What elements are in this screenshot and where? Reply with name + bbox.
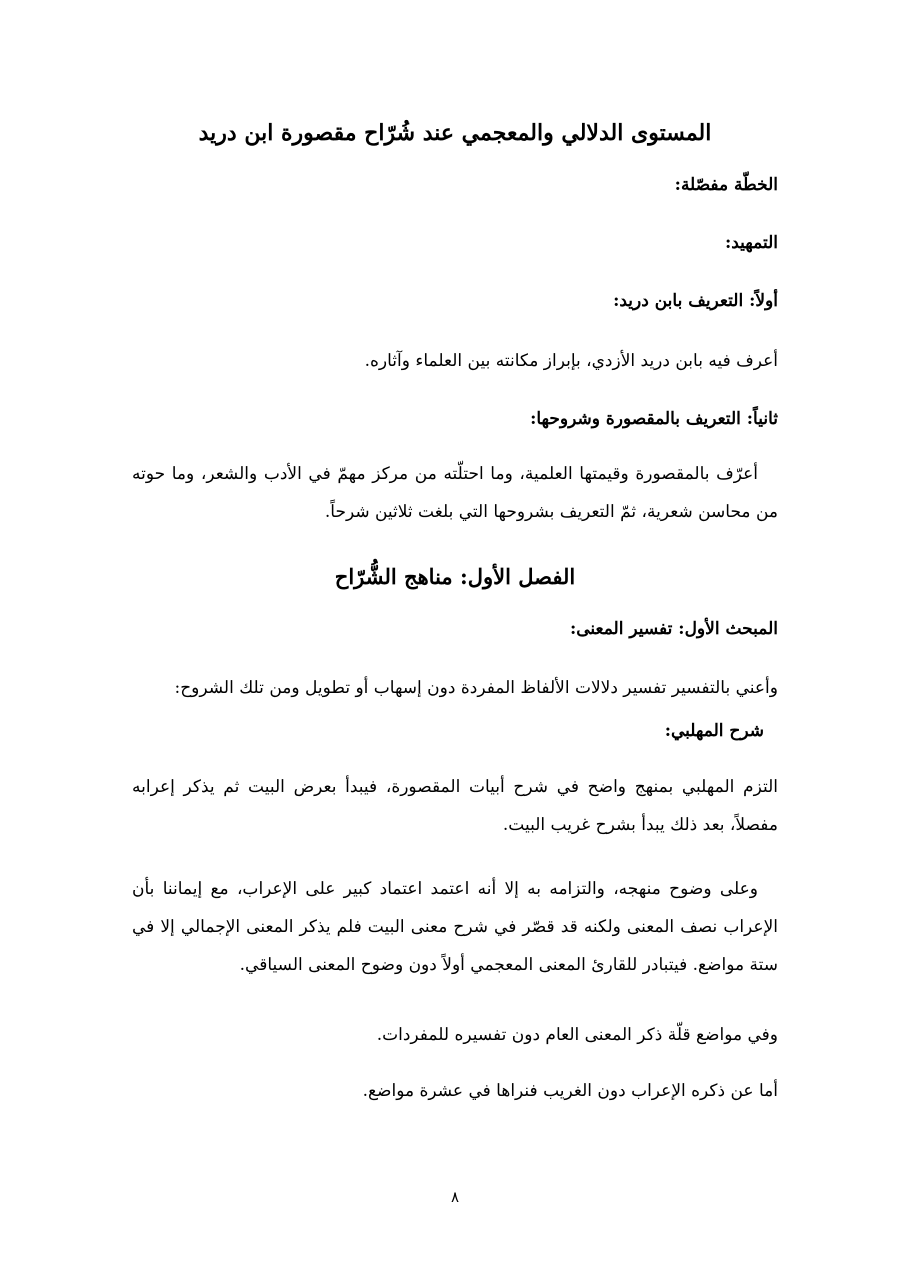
section1-paragraph: أعرف فيه بابن دريد الأزدي، بإبراز مكانته بين العلماء وآثاره.: [364, 351, 778, 371]
section1-heading: أولاً: التعريف بابن دريد:: [613, 291, 778, 311]
muhallabi-heading: شرح المهلبي:: [664, 721, 764, 741]
topic1-heading: المبحث الأول: تفسير المعنى:: [569, 619, 778, 639]
section2-heading: ثانياً: التعريف بالمقصورة وشروحها:: [530, 409, 778, 429]
intro-heading: التمهيد:: [724, 233, 778, 253]
page-number: ٨: [450, 1188, 460, 1206]
muhallabi-paragraph-1: التزم المهلبي بمنهج واضح في شرح أبيات المقصورة، فيبدأ بعرض البيت ثم يذكر إعرابه مفصلاً، بعد ذلك يبدأ بشرح غريب البيت.: [132, 777, 778, 835]
muhallabi-paragraph-4: أما عن ذكره الإعراب دون الغريب فنراها في عشرة مواضع.: [362, 1081, 778, 1101]
plan-heading: الخطّة مفصّلة:: [674, 175, 778, 195]
document-title: المستوى الدلالي والمعجمي عند شُرّاح مقصورة ابن دريد: [198, 120, 712, 146]
section2-paragraph: أعرّف بالمقصورة وقيمتها العلمية، وما احتلّته من مركز مهمّ في الأدب والشعر، وما حوته من محاسن شعرية، ثمّ التعريف بشروحها التي بلغت ثلاثين شرحاً.: [132, 464, 778, 522]
muhallabi-paragraph-2: وعلى وضوح منهجه، والتزامه به إلا أنه اعتمد اعتماد كبير على الإعراب، مع إيماننا بأن الإعراب نصف المعنى ولكنه قد قصّر في شرح معنى البيت فلم يذكر المعنى الإجمالي إلا في ستة مواضع. فيتبادر للقارئ المعنى المعجمي أولاً دون وضوح المعنى السياقي.: [132, 879, 778, 975]
topic1-paragraph: وأعني بالتفسير تفسير دلالات الألفاظ المفردة دون إسهاب أو تطويل ومن تلك الشروح:: [174, 678, 778, 698]
muhallabi-paragraph-3: وفي مواضع قلّة ذكر المعنى العام دون تفسيره للمفردات.: [376, 1025, 778, 1045]
chapter1-heading: الفصل الأول: مناهج الشُّرّاح: [334, 564, 576, 589]
